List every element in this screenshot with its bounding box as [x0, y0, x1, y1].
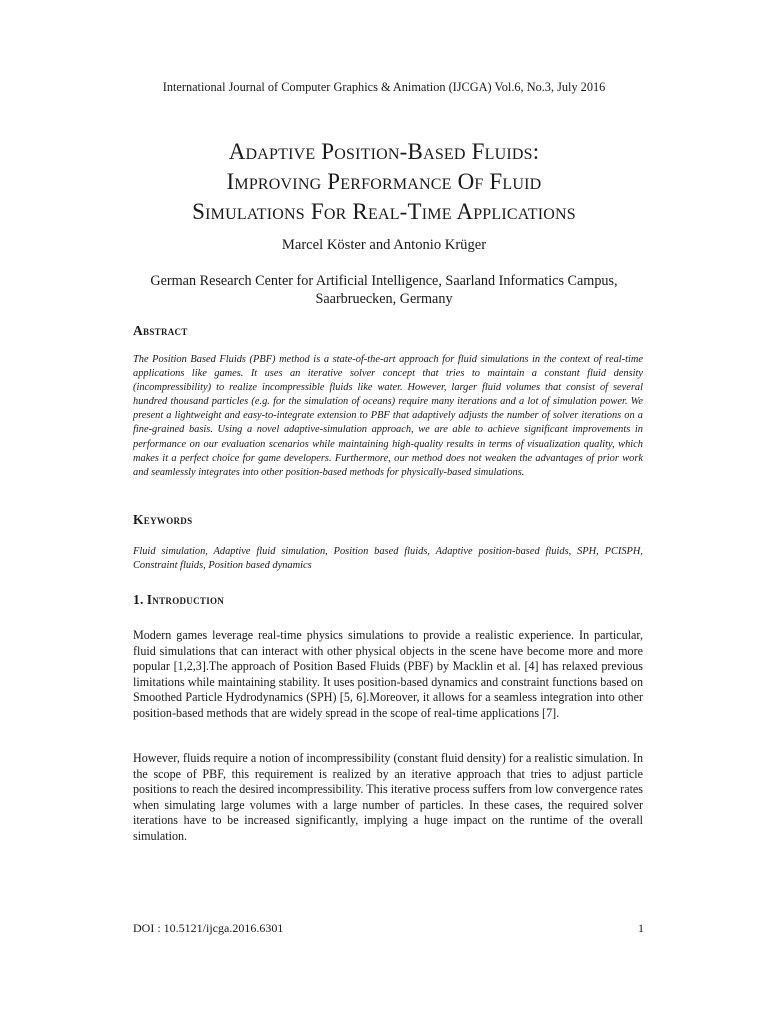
title-line: Improving Performance Of Fluid: [226, 169, 542, 194]
title-line: Adaptive Position-Based Fluids:: [228, 139, 540, 164]
title-line: Simulations For Real-Time Applications: [192, 199, 576, 224]
affiliation: [100, 272, 668, 308]
section-number: 1.: [133, 592, 144, 607]
journal-header: International Journal of Computer Graphics & Animation (IJCGA) Vol.6, No.3, July 2016: [162, 80, 606, 94]
abstract-text: The Position Based Fluids (PBF) method is a state-of-the-art approach for fluid simulations in the context of real-time applications like games. It uses an iterative solver concept that tries to maintain a constant fluid density (incompressibility) to realize incompressible fluids like water. However, larger fluid volumes that consist of several hundred thousand particles (e.g. for the simulation of oceans) require many iterations and a lot of simulation power. We present a lightweight and easy-to-integrate extension to PBF that adaptively adjusts the number of solver iterations on a fine-grained basis. Using a novel adaptive-simulation approach, we are able to achieve significant improvements in performance on our evaluation scenarios while maintaining high-quality results in terms of visualization quality, which makes it a perfect choice for game developers. Furthermore, our method does not weaken the advantages of prior work and seamlessly integrates into other position-based methods for physically-based simulations.: [133, 354, 643, 478]
introduction-heading: [133, 591, 224, 609]
paper-title: [60, 137, 708, 227]
abstract-heading: Abstract: [133, 323, 188, 338]
keywords-heading: Keywords: [133, 512, 193, 527]
authors: Marcel Köster and Antonio Krüger: [281, 237, 487, 253]
intro-paragraph: However, fluids require a notion of incompressibility (constant fluid density) for a realistic simulation. In the scope of PBF, this requirement is realized by an iterative approach that tries to adjust particle positions to reach the desired incompressibility. This iterative process suffers from low convergence rates when simulating large volumes with a large number of particles. In these cases, the required solver iterations have to be increased significantly, implying a huge impact on the runtime of the overall simulation.: [133, 751, 643, 843]
section-title: Introduction: [146, 592, 225, 607]
affiliation-line: Saarbruecken, Germany: [315, 291, 453, 307]
affiliation-line: German Research Center for Artificial Intelligence, Saarland Informatics Campus,: [150, 273, 618, 289]
keywords-text: Fluid simulation, Adaptive fluid simulation, Position based fluids, Adaptive position-based fluids, SPH, PCISPH, Constraint fluids, Position based dynamics: [133, 546, 643, 572]
doi-footer: DOI : 10.5121/ijcga.2016.6301: [133, 921, 284, 935]
page-number: 1: [638, 921, 644, 935]
intro-paragraph: Modern games leverage real-time physics simulations to provide a realistic experience. In particular, fluid simulations that can interact with other physical objects in the scene have become more and more popular [1,2,3].The approach of Position Based Fluids (PBF) by Macklin et al. [4] has relaxed previous limitations while maintaining stability. It uses position-based dynamics and constraint functions based on Smoothed Particle Hydrodynamics (SPH) [5, 6].Moreover, it allows for a seamless integration into other position-based methods that are widely spread in the scope of real-time applications [7].: [133, 628, 643, 720]
